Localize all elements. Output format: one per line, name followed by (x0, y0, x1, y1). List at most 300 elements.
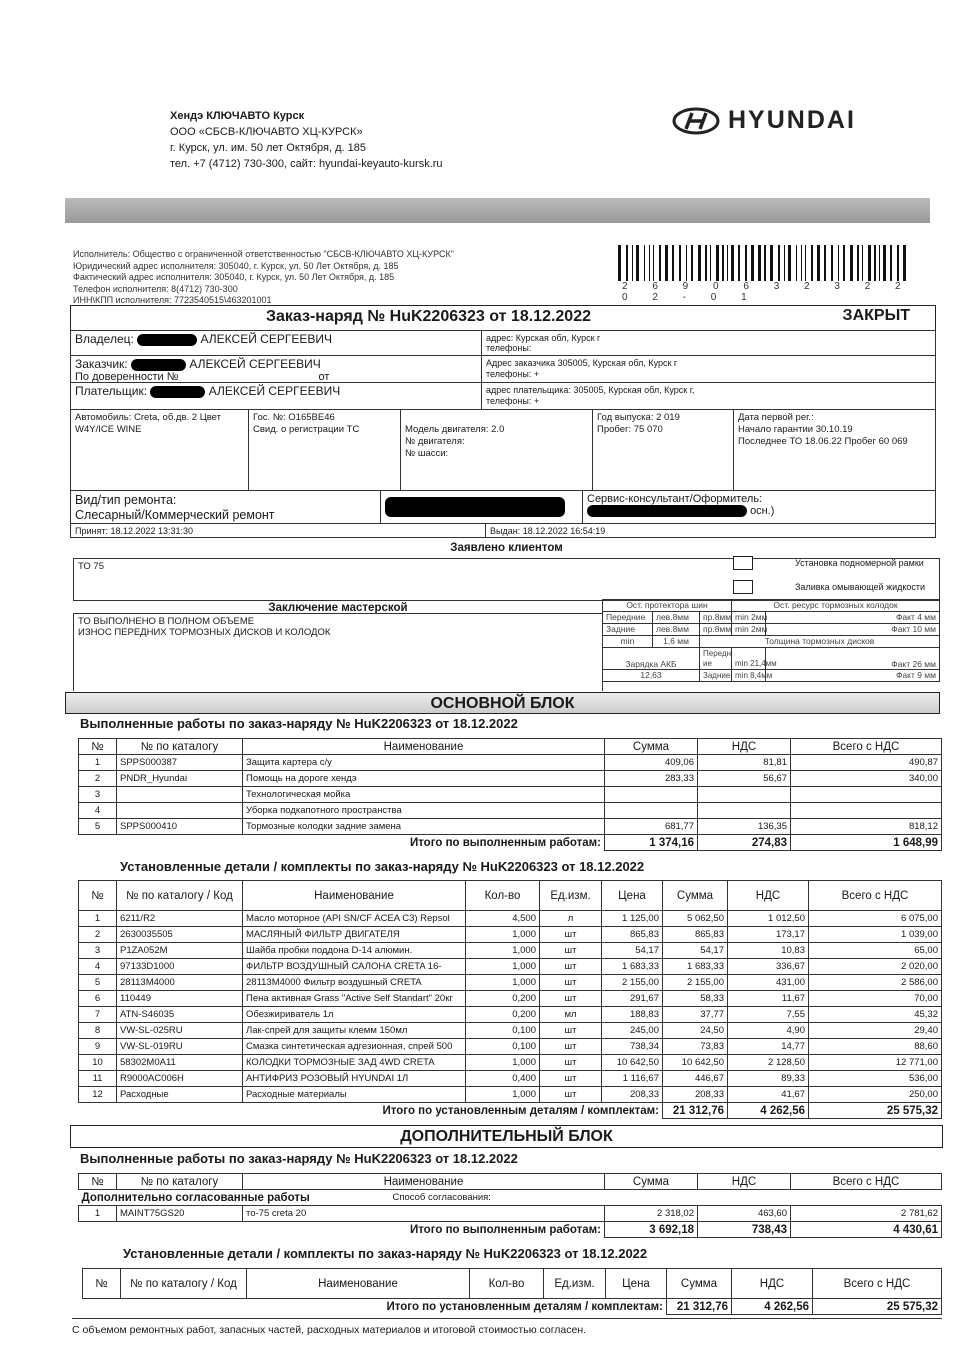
col-header: Наименование (243, 739, 605, 755)
col-header: Наименование (243, 1174, 605, 1190)
header-divider (65, 198, 930, 223)
barcode-bar (903, 245, 906, 281)
main-parts-table (78, 880, 942, 1119)
company-name: ООО «СБСВ-КЛЮЧАВТО ХЦ-КУРСК» (170, 126, 363, 138)
table-cell: Помощь на дороге хендэ (243, 771, 605, 787)
table-cell: Лак-спрей для защиты клемм 150мл (243, 1023, 466, 1039)
table-row (79, 1023, 942, 1039)
table-cell: 5 062,50 (663, 911, 728, 927)
table-cell: ATN-S46035 (117, 1007, 243, 1023)
col-header: № по каталогу / Код (117, 881, 243, 911)
table-row (79, 911, 942, 927)
executor-line: ИНН\КПП исполнителя: 7723540515\463201001 (73, 295, 272, 305)
car-color: W4Y/ICE WINE (75, 424, 142, 435)
table-cell: 58302M0A11 (117, 1055, 243, 1071)
barcode-bar (686, 245, 687, 281)
table-cell: 4,90 (728, 1023, 809, 1039)
barcode-bar (798, 245, 800, 281)
washer-label: Заливка омывающей жидкости (795, 582, 926, 592)
order-title-box (70, 305, 936, 331)
parts-total-gross: 25 575,32 (813, 1299, 942, 1315)
table-cell: 2 586,00 (809, 975, 942, 991)
car-year: Год выпуска: 2 019 (597, 412, 680, 423)
main-block-title: ОСНОВНОЙ БЛОК (65, 692, 940, 714)
table-cell: 291,67 (602, 991, 663, 1007)
barcode-bar (640, 245, 643, 281)
table-cell: Масло моторное (API SN/CF ACEA C3) Repsol (243, 911, 466, 927)
table-row (79, 803, 942, 819)
barcode-bar (827, 245, 830, 281)
barcode-bar (864, 245, 867, 281)
table-row (79, 787, 942, 803)
customer-label: Заказчик: (75, 357, 128, 371)
table-cell: то-75 creta 20 (243, 1206, 605, 1222)
washer-checkbox[interactable] (733, 580, 753, 594)
wear-table (602, 599, 940, 682)
table-row (79, 943, 942, 959)
table-cell: 6 075,00 (809, 911, 942, 927)
barcode-bar (651, 245, 652, 281)
barcode-bar (745, 245, 747, 281)
works-total-label: Итого по выполненным работам: (409, 1223, 601, 1236)
front-right: пр.8мм (700, 612, 732, 624)
table-cell: Шайба пробки поддона D-14 алюмин. (243, 943, 466, 959)
table-cell: 28113M4000 Фильтр воздушный CRETA (243, 975, 466, 991)
table-cell: 818,12 (791, 819, 942, 835)
col-header: № (79, 1174, 117, 1190)
table-cell: Тормозные колодки задние замена (243, 819, 605, 835)
accepted-cell (70, 523, 486, 538)
barcode-bar (801, 245, 802, 281)
barcode-bar (843, 245, 845, 281)
disc-front-fact: Факт 26 мм (766, 648, 940, 670)
chassis-number: № шасси: (405, 448, 449, 459)
table-cell: 29,40 (809, 1023, 942, 1039)
barcode-bar (712, 245, 715, 281)
col-header: № по каталогу (117, 739, 243, 755)
registration-cell (733, 409, 936, 491)
table-row (79, 755, 942, 771)
extra-parts-table (82, 1268, 942, 1315)
order-status: ЗАКРЫТ (842, 307, 910, 324)
barcode-bar (857, 245, 859, 281)
table-cell: Расходные (117, 1087, 243, 1103)
table-cell (605, 803, 698, 819)
table-row (79, 991, 942, 1007)
disc-rear-min: min 8,4мм (732, 670, 766, 682)
table-cell: 1,000 (466, 927, 540, 943)
barcode-bar (900, 245, 902, 281)
table-cell (605, 787, 698, 803)
hyundai-emblem-icon (672, 107, 720, 135)
barcode-bar (636, 245, 639, 281)
year-cell (592, 409, 734, 491)
table-cell: 8 (79, 1023, 117, 1039)
barcode-bar (824, 245, 826, 281)
battery-value: 12,63 (603, 670, 700, 682)
barcode-bar (725, 245, 726, 281)
table-cell: 12 771,00 (809, 1055, 942, 1071)
table-cell (791, 787, 942, 803)
table-row (79, 1087, 942, 1103)
extra-parts-title: Установленные детали / комплекты по заказ-наряду № HuK2206323 от 18.12.2022 (123, 1246, 648, 1261)
table-cell (117, 787, 243, 803)
table-cell: 12 (79, 1087, 117, 1103)
barcode-bar (646, 245, 648, 281)
payer-address: адрес плательщика: 305005, Курская обл, Курск г, (486, 385, 695, 395)
table-cell: 37,77 (663, 1007, 728, 1023)
table-row (79, 819, 942, 835)
barcode-bar (634, 245, 635, 281)
col-header: № по каталогу (117, 1174, 243, 1190)
car-model-cell (70, 409, 249, 491)
barcode-bar (649, 245, 650, 281)
table-cell: 340,00 (791, 771, 942, 787)
table-cell: шт (540, 927, 602, 943)
col-header: Наименование (243, 881, 466, 911)
table-cell: 1 012,50 (728, 911, 809, 927)
works-total-label: Итого по выполненным работам: (409, 836, 601, 849)
customer-contact (481, 355, 936, 383)
table-cell: 1 683,33 (663, 959, 728, 975)
barcode-bar (675, 245, 678, 281)
table-row (79, 1007, 942, 1023)
barcode-bar (710, 245, 711, 281)
rear-pads-fact: Факт 10 мм (766, 624, 940, 636)
car-mileage: Пробег: 75 070 (597, 424, 663, 435)
payer-phone: телефоны: + (486, 396, 540, 406)
first-registration: Дата первой рег.: (738, 412, 814, 423)
barcode-bar (883, 245, 886, 281)
table-cell: л (540, 911, 602, 927)
barcode-bar (731, 245, 734, 281)
barcode-bar (897, 245, 899, 281)
col-header: Кол-во (470, 1269, 544, 1299)
parts-total-vat: 4 262,56 (732, 1299, 813, 1315)
table-cell: 73,83 (663, 1039, 728, 1055)
table-cell: 409,06 (605, 755, 698, 771)
main-works-table (78, 738, 942, 851)
warranty-start: Начало гарантии 30.10.19 (738, 424, 853, 435)
barcode-bar (881, 245, 882, 281)
barcode-bar (741, 245, 744, 281)
table-cell: шт (540, 975, 602, 991)
table-cell: 2 155,00 (663, 975, 728, 991)
barcode-bar (694, 245, 697, 281)
accepted-time: Принят: 18.12.2022 13:31:30 (75, 526, 194, 536)
barcode-bar (698, 245, 701, 281)
rear-left: лев.8мм (653, 624, 700, 636)
pads-title: Ост. ресурс тормозных колодок (732, 600, 940, 612)
barcode-bar (850, 245, 853, 281)
works-total-vat: 274,83 (698, 835, 791, 851)
table-cell: МАСЛЯНЫЙ ФИЛЬТР ДВИГАТЕЛЯ (243, 927, 466, 943)
table-cell: 463,60 (698, 1206, 791, 1222)
table-cell: 7 (79, 1007, 117, 1023)
table-cell: 9 (79, 1039, 117, 1055)
table-cell: 1,000 (466, 975, 540, 991)
table-cell: 3 (79, 787, 117, 803)
col-header: Цена (606, 1269, 667, 1299)
barcode-bar (872, 245, 873, 281)
table-cell: 1 125,00 (602, 911, 663, 927)
conclusion-box (73, 613, 603, 691)
table-cell: 336,67 (728, 959, 809, 975)
barcode-bar (788, 245, 791, 281)
table-cell: 4 (79, 803, 117, 819)
redaction (587, 505, 747, 517)
customer-address: Адрес заказчика 305005, Курская обл, Курск г (486, 358, 678, 368)
table-cell: 1,000 (466, 1055, 540, 1071)
owner-label: Владелец: (75, 332, 134, 346)
table-cell (791, 803, 942, 819)
col-header: Всего с НДС (813, 1269, 942, 1299)
parts-total-gross: 25 575,32 (809, 1103, 942, 1119)
table-row (79, 1039, 942, 1055)
barcode-bar (860, 245, 861, 281)
car-plate-cell (248, 409, 401, 491)
car-registration: Свид. о регистрации ТС (253, 424, 360, 435)
table-cell: 110449 (117, 991, 243, 1007)
table-cell: 0,400 (466, 1071, 540, 1087)
disc-rear-label: Задние (700, 670, 732, 682)
table-cell: Уборка подкапотного пространства (243, 803, 605, 819)
table-cell: 681,77 (605, 819, 698, 835)
barcode-bar (854, 245, 856, 281)
table-cell: 0,200 (466, 991, 540, 1007)
table-cell: 10 642,50 (663, 1055, 728, 1071)
barcode-bar (622, 245, 625, 281)
parts-total-label: Итого по установленным деталям / комплектам: (382, 1104, 659, 1117)
table-cell: P1ZA052M (117, 943, 243, 959)
executor-line: Юридический адрес исполнителя: 305040, г. Курск, ул. 50 Лет Октября, д. 185 (73, 260, 399, 271)
table-cell: 5 (79, 975, 117, 991)
executor-line: Телефон исполнителя: 8(4712) 730-300 (73, 283, 238, 294)
table-cell: 41,67 (728, 1087, 809, 1103)
table-cell: 446,67 (663, 1071, 728, 1087)
frame-checkbox[interactable] (733, 556, 753, 570)
table-cell: 1,000 (466, 959, 540, 975)
proxy-label: По доверенности № (75, 370, 179, 383)
barcode-bar (762, 245, 763, 281)
barcode-bar (814, 245, 816, 281)
owner-row (70, 330, 482, 356)
barcode-bar (868, 245, 871, 281)
table-cell: 24,50 (663, 1023, 728, 1039)
payer-row (70, 382, 482, 410)
car-model: Автомобиль: Creta, об.дв. 2 Цвет (75, 412, 221, 423)
barcode-bar (764, 245, 766, 281)
table-cell: 2 318,02 (605, 1206, 698, 1222)
customer-phone: телефоны: + (486, 369, 540, 379)
issued-time: Выдан: 18.12.2022 16:54:19 (490, 526, 606, 536)
conclusion-line: ТО ВЫПОЛНЕНО В ПОЛНОМ ОБЪЕМЕ (78, 616, 255, 627)
col-header: НДС (698, 739, 791, 755)
table-cell: шт (540, 991, 602, 1007)
table-cell: 45,32 (809, 1007, 942, 1023)
col-header: НДС (698, 1174, 791, 1190)
table-cell: шт (540, 959, 602, 975)
barcode-bar (874, 245, 876, 281)
disc-title: Толщина тормозных дисков (700, 636, 940, 648)
table-cell: PNDR_Hyundai (117, 771, 243, 787)
table-cell: ФИЛЬТР ВОЗДУШНЫЙ САЛОНА CRETA 16- (243, 959, 466, 975)
works-total-vat: 738,43 (698, 1222, 791, 1238)
barcode-bar (679, 245, 681, 281)
table-cell: 7,55 (728, 1007, 809, 1023)
table-cell: 6 (79, 991, 117, 1007)
front-label: Передние (603, 612, 653, 624)
barcode-bar (632, 245, 633, 281)
col-header: Всего с НДС (791, 1174, 942, 1190)
barcode-bar (796, 245, 797, 281)
consultant-label: Сервис-консультант/Оформитель: (587, 493, 763, 505)
col-header: НДС (728, 881, 809, 911)
table-cell: шт (540, 1071, 602, 1087)
barcode-bar (879, 245, 880, 281)
front-pads-min: min 2мм (732, 612, 766, 624)
table-cell: 14,77 (728, 1039, 809, 1055)
disc-rear-fact: Факт 9 мм (766, 670, 940, 682)
frame-label: Установка подномерной рамки (795, 558, 924, 568)
owner-phone: телефоны: (486, 343, 532, 353)
table-cell: VW-SL-019RU (117, 1039, 243, 1055)
repair-type: Слесарный/Коммерческий ремонт (75, 508, 275, 522)
table-cell: 250,00 (809, 1087, 942, 1103)
hyundai-logo (672, 106, 856, 135)
repair-type-cell (70, 490, 381, 524)
table-cell: 536,00 (809, 1071, 942, 1087)
barcode-bar (626, 245, 628, 281)
barcode-bar (781, 245, 783, 281)
engine-number: № двигателя: (405, 436, 465, 447)
table-cell: SPPS000410 (117, 819, 243, 835)
table-cell: 1 683,33 (602, 959, 663, 975)
barcode-bar (774, 245, 777, 281)
table-row (79, 1071, 942, 1087)
barcode-bar (662, 245, 664, 281)
table-cell (698, 803, 791, 819)
table-cell: 6211/R2 (117, 911, 243, 927)
tread-min-value: 1,6 мм (653, 636, 700, 648)
col-header: Ед.изм. (540, 881, 602, 911)
col-header: Сумма (605, 739, 698, 755)
barcode-bar (659, 245, 661, 281)
conclusion-line: ИЗНОС ПЕРЕДНИХ ТОРМОЗНЫХ ДИСКОВ И КОЛОДОК (78, 627, 331, 638)
col-header: Кол-во (466, 881, 540, 911)
table-cell: VW-SL-025RU (117, 1023, 243, 1039)
table-cell: 1 (79, 1206, 117, 1222)
barcode-bar (786, 245, 787, 281)
barcode-bar (727, 245, 728, 281)
barcode-bar (653, 245, 654, 281)
barcode-bar (629, 245, 631, 281)
table-cell: 11,67 (728, 991, 809, 1007)
barcode-bar (672, 245, 674, 281)
barcode-bar (840, 245, 842, 281)
table-cell: 89,33 (728, 1071, 809, 1087)
table-cell: шт (540, 1087, 602, 1103)
main-parts-title: Установленные детали / комплекты по заказ-наряду № HuK2206323 от 18.12.2022 (120, 859, 645, 874)
col-header: Всего с НДС (791, 739, 942, 755)
customer-name: АЛЕКСЕЙ СЕРГЕЕВИЧ (189, 357, 321, 371)
barcode-bar (751, 245, 754, 281)
works-total-gross: 1 648,99 (791, 835, 942, 851)
col-header: НДС (732, 1269, 813, 1299)
barcode-bar (846, 245, 849, 281)
barcode-bar (778, 245, 780, 281)
owner-name: АЛЕКСЕЙ СЕРГЕЕВИЧ (200, 332, 332, 346)
barcode-bar (821, 245, 823, 281)
extra-block-title: ДОПОЛНИТЕЛЬНЫЙ БЛОК (70, 1125, 943, 1148)
table-cell: Обезжириватель 1л (243, 1007, 466, 1023)
table-cell: 0,200 (466, 1007, 540, 1023)
table-row (79, 1206, 942, 1222)
table-cell: 1,000 (466, 1087, 540, 1103)
payer-label: Плательщик: (75, 384, 148, 398)
repair-type-label: Вид/тип ремонта: (75, 493, 177, 507)
col-header: Всего с НДС (809, 881, 942, 911)
barcode-bar (702, 245, 704, 281)
table-cell: шт (540, 1055, 602, 1071)
tread-min-label: min (603, 636, 653, 648)
table-cell: 4 (79, 959, 117, 975)
barcode-bar (708, 245, 709, 281)
barcode-bar (716, 245, 719, 281)
barcode-bar (817, 245, 820, 281)
table-cell: 1 (79, 755, 117, 771)
table-cell: Расходные материалы (243, 1087, 466, 1103)
proxy-from: от (318, 370, 330, 383)
barcode-bar (735, 245, 737, 281)
table-cell: 10,83 (728, 943, 809, 959)
barcode-bar (811, 245, 813, 281)
barcode-bar (890, 245, 892, 281)
barcode (618, 245, 940, 281)
table-cell: 431,00 (728, 975, 809, 991)
table-cell: SPPS000387 (117, 755, 243, 771)
executor-info (73, 249, 454, 307)
barcode-bar (665, 245, 668, 281)
table-cell: Защита картера с/у (243, 755, 605, 771)
consultant-cell (582, 490, 936, 524)
barcode-bar (767, 245, 769, 281)
table-cell: 97133D1000 (117, 959, 243, 975)
table-cell: 2630035505 (117, 927, 243, 943)
main-works-title: Выполненные работы по заказ-наряду № HuK2206323 от 18.12.2022 (80, 716, 518, 731)
extra-works-table (78, 1173, 942, 1238)
table-cell: 865,83 (602, 927, 663, 943)
barcode-bar (831, 245, 833, 281)
barcode-bar (805, 245, 806, 281)
table-cell: 54,17 (663, 943, 728, 959)
table-cell: 81,81 (698, 755, 791, 771)
table-cell: 208,33 (663, 1087, 728, 1103)
table-cell: 58,33 (663, 991, 728, 1007)
col-header: № (79, 739, 117, 755)
table-cell: Смазка синтетическая адгезионная, спрей 500 (243, 1039, 466, 1055)
table-cell: 2 020,00 (809, 959, 942, 975)
barcode-bar (792, 245, 795, 281)
table-cell: 2 (79, 771, 117, 787)
table-cell: 2 155,00 (602, 975, 663, 991)
owner-address: адрес: Курская обл, Курск г (486, 333, 601, 343)
rear-right: пр.8мм (700, 624, 732, 636)
barcode-bar (755, 245, 757, 281)
works-total-gross: 4 430,61 (791, 1222, 942, 1238)
table-cell: Технологическая мойка (243, 787, 605, 803)
barcode-bar (691, 245, 693, 281)
